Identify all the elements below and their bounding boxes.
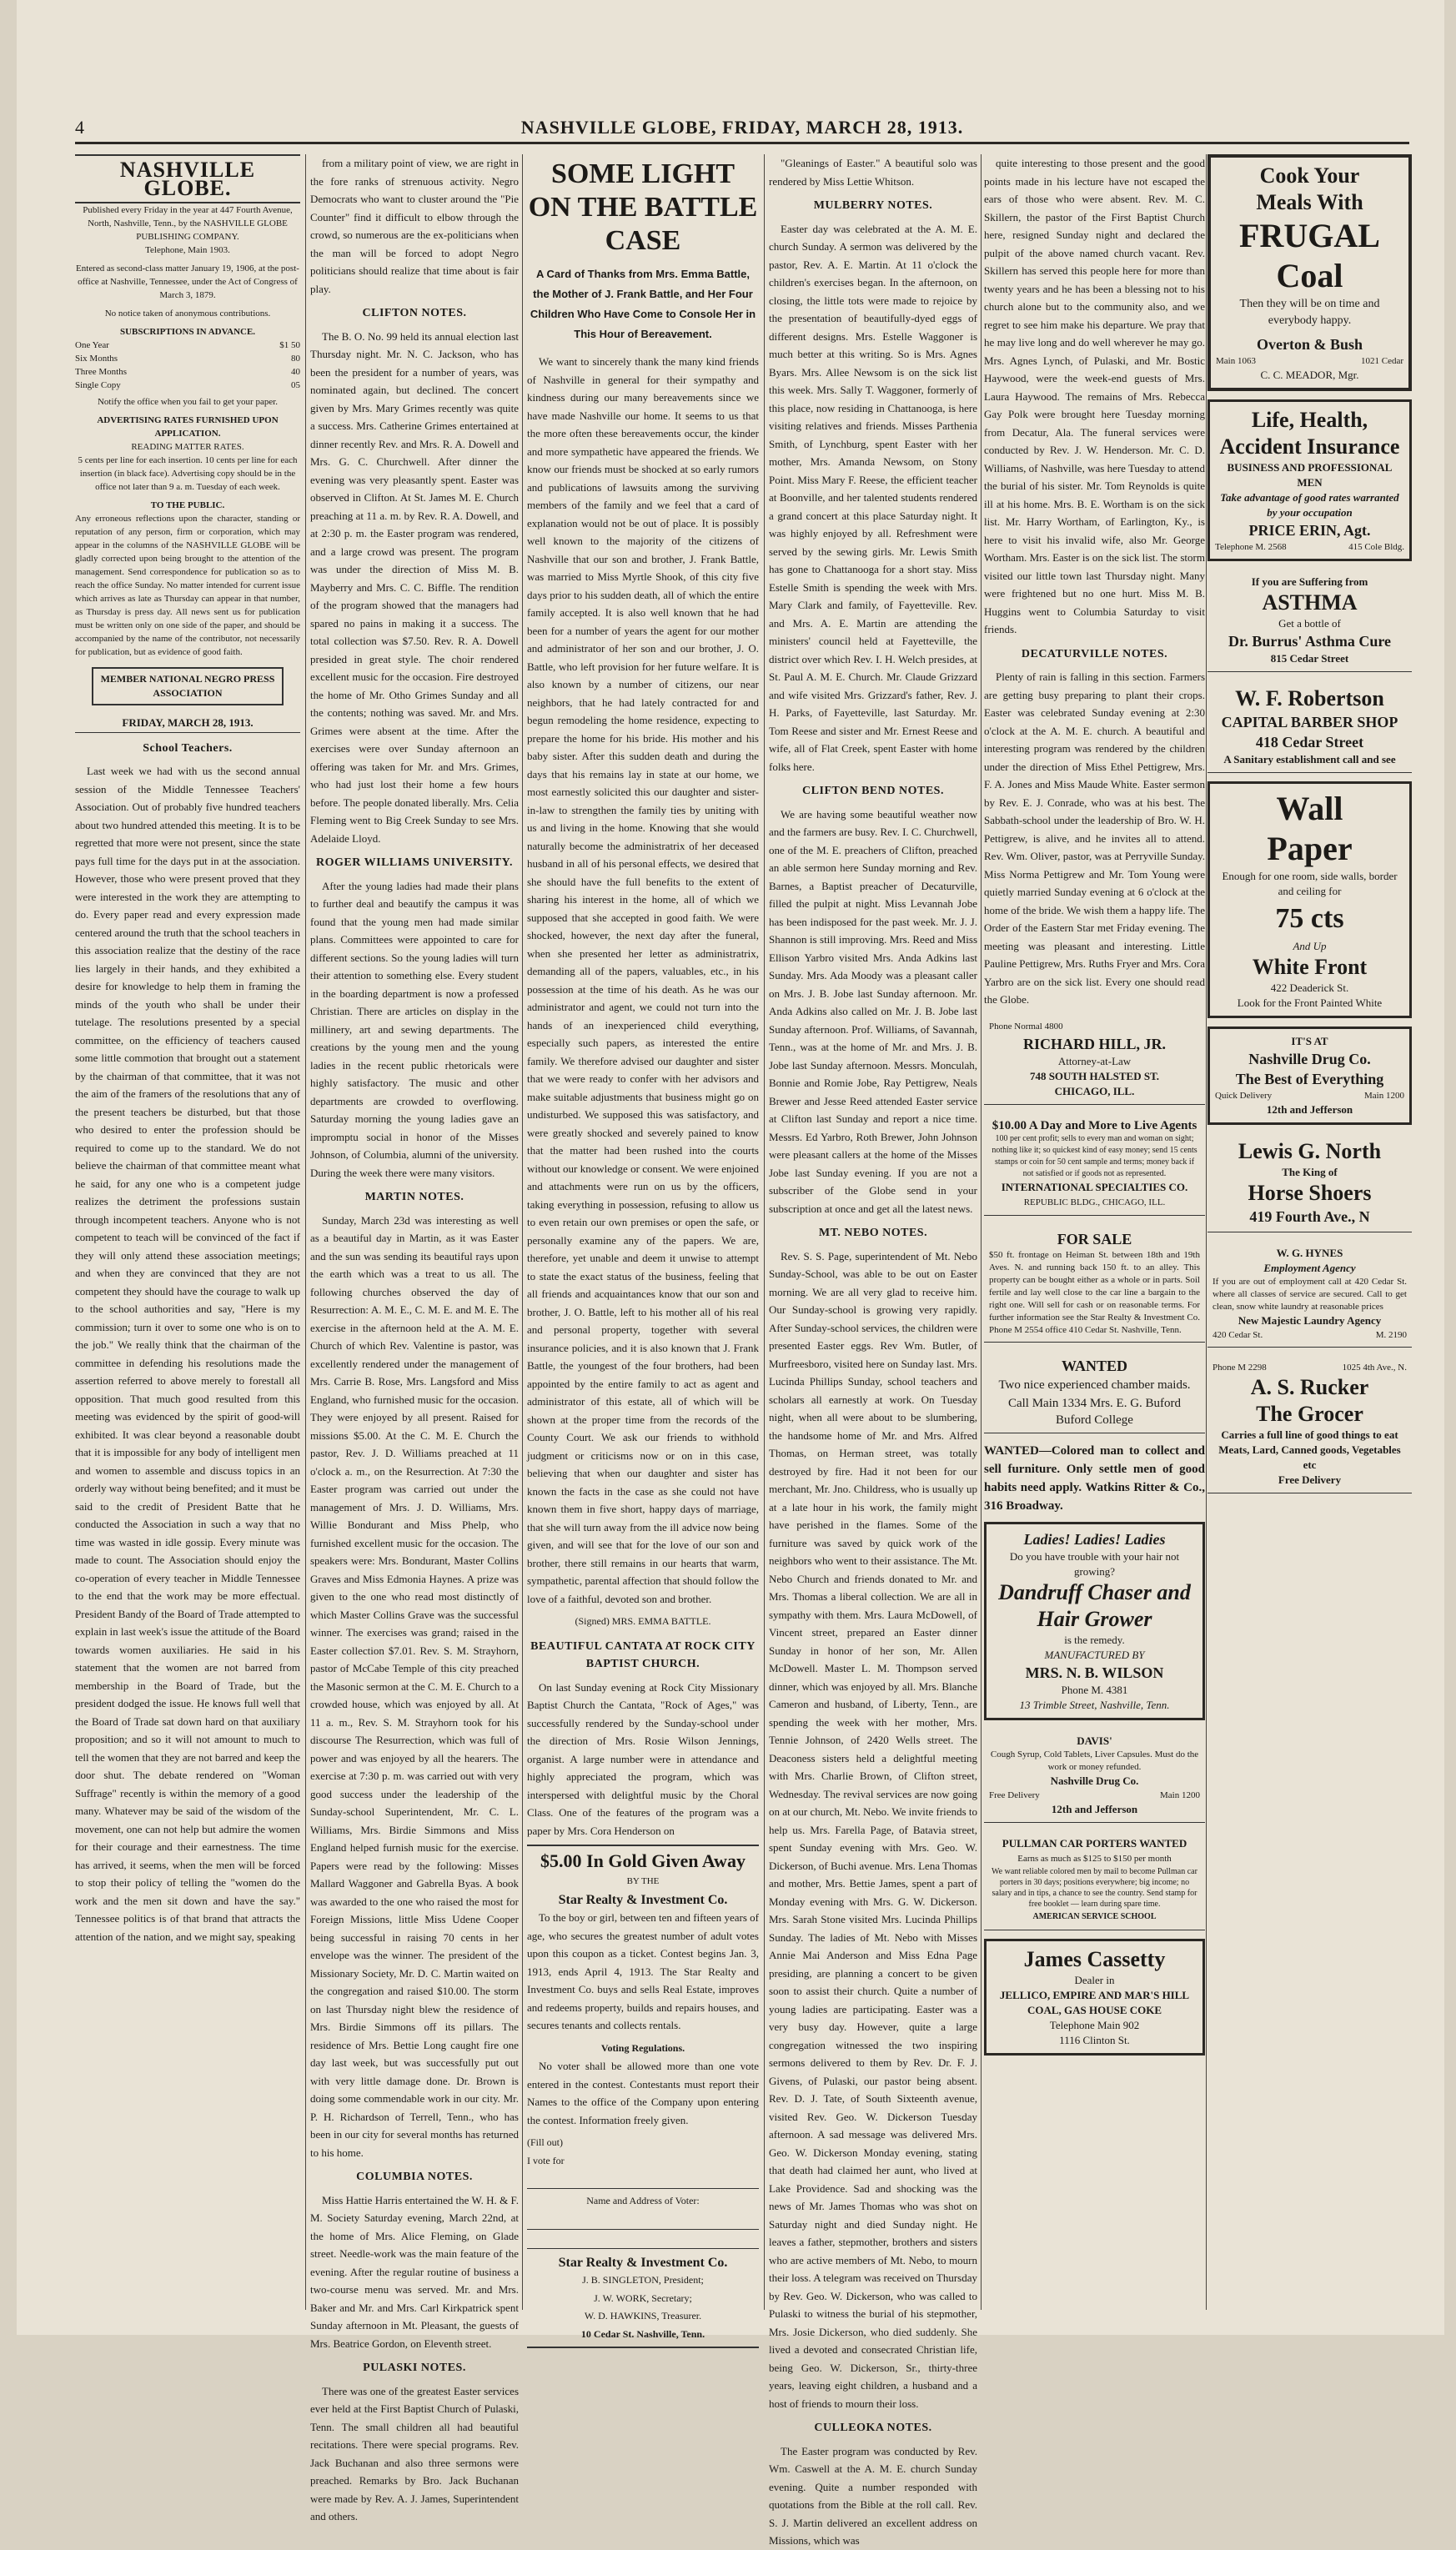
- vote-for-label: I vote for: [527, 2154, 565, 2166]
- cantata-body: On last Sunday evening at Rock City Missionary Baptist Church the Cantata, "Rock of Ages," was successfully rendered by the Sunday-school under the direction of Mrs. Rosie Wilson Jennings, organist. A large number were in attendance and highly appreciated the program, which was interspersed with delightful music by the Choral Class. One of the features of the program was a paper by Mrs. Cora Henderson on: [527, 1680, 759, 1837]
- ad-agent: PRICE ERIN, Agt.: [1248, 522, 1371, 539]
- ad-location: 12th and Jefferson: [1051, 1802, 1138, 1815]
- rate-row: Three Months 40: [75, 367, 300, 377]
- reading-rates-heading: READING MATTER RATES.: [131, 442, 244, 452]
- ad-wall-paper: [1207, 781, 1412, 1018]
- subscription-rates: [75, 339, 300, 392]
- column-1: [75, 154, 300, 2310]
- ad-laundry: New Majestic Laundry Agency: [1238, 1314, 1382, 1327]
- ad-store: White Front: [1252, 955, 1368, 979]
- mulberry-heading: MULBERRY NOTES.: [813, 199, 933, 212]
- ad-davis: [984, 1729, 1205, 1823]
- ad-body: If you are out of employment call at 420 Cedar St. where all classes of service are secured. Call to get clean, snow white laundry at reasonable prices: [1212, 1277, 1407, 1312]
- ad-product: Dr. Burrus' Asthma Cure: [1228, 633, 1392, 650]
- column-rule: [981, 154, 982, 2310]
- ad-delivery: Quick Delivery: [1215, 1091, 1273, 1101]
- column-rule: [305, 154, 306, 2310]
- clifton-bend-notes: We are having some beautiful weather now and the farmers are busy. Rev. I. C. Churchwell, one of the M. E. preachers of Clifton, preached an able sermon here Sunday morning and Rev. Barnes, a Baptist preacher of Decaturville, filled the pulpit at night. Miss Levannah Jobe has been indisposed for the past week. Mr. J. J. Shannon is still improving. Mrs. Reed and Miss Ellison Yarbro visited Mrs. Anda Adkins last Sunday. Mrs. Ada Moody was a pleasant caller on Mrs. J. B. Jobe last Sunday afternoon. Mr. Anda Adkins also called on Mr. J. B. Jobe last Sunday afternoon. Prof. Williams, of Savannah, Tenn., was at the home of Mr. and Mrs. J. B. Jobe last Sunday afternoon. Messrs. Monculah, Bonnie and Romie Jobe, Ray Pettigrew, Neals Brewer and Jesse Reed attended Easter service at Clifton last Sunday and report a nice time. Messrs. Ed Yarbro, Roth Brewer, John Johnson were pleasant callers at the home of the Misses Jobe last Sunday evening. If you are not a subscriber of the Globe send in your subscription at once and get all the latest news.: [769, 807, 977, 1215]
- ad-sub: Earns as much as $125 to $150 per month: [1017, 1853, 1172, 1864]
- ad-phone: Main 1200: [1160, 1790, 1200, 1800]
- ad-name: W. F. Robertson: [1235, 686, 1384, 710]
- ad-store: Nashville Drug Co.: [1248, 1051, 1371, 1067]
- culleoka-heading: CULLEOKA NOTES.: [814, 2422, 932, 2434]
- gold-by: BY THE: [626, 1876, 660, 1886]
- ad-line: Cook Your: [1259, 163, 1360, 188]
- ad-address: 815 Cedar Street: [1270, 652, 1349, 665]
- ad-address: 1025 4th Ave., N.: [1342, 1363, 1407, 1373]
- ad-dandruff-chaser: [984, 1522, 1205, 1720]
- ad-line: If you are Suffering from: [1251, 575, 1368, 588]
- column-6: [1207, 154, 1412, 2310]
- ad-body: 100 per cent profit; sells to every man and woman on sight; nothing like it; so quickest kind of easy money; send 15 cents stamps or coin for 50 cent sample and terms; money back if not satisfied or if goods not as represented.: [992, 1133, 1197, 1178]
- editorial-box: [75, 154, 300, 203]
- ad-firm: Overton & Bush: [1256, 336, 1363, 353]
- editorial-heading: School Teachers.: [143, 741, 233, 755]
- ad-wanted-maids: [984, 1351, 1205, 1433]
- roger-williams-heading: ROGER WILLIAMS UNIVERSITY.: [316, 856, 513, 869]
- ad-name: RICHARD HILL, JR.: [1022, 1035, 1167, 1052]
- ad-headline: FOR SALE: [1057, 1230, 1132, 1247]
- ad-address: 418 Cedar Street: [1255, 734, 1364, 750]
- rate-row: Six Months 80: [75, 354, 300, 364]
- column-4: [769, 154, 977, 2547]
- mt-nebo-heading: MT. NEBO NOTES.: [818, 1227, 928, 1239]
- clifton-notes: The B. O. No. 99 held its annual election last Thursday night. Mr. N. C. Jackson, who has been the president for a number of years, was nominated again, but declined. The concert given by Mrs. Mary Grimes recently was quite a success. Mrs. Catherine Grimes entertained at dinner recently Rev. and Mrs. R. A. Dowell and Mrs. G. C. Churchwell. After dinner the evening was very pleasantly spent. Easter was observed in Clifton. At St. James M. E. Church preaching at 11 a. m. by Rev. R. A. Dowell, and at 2:30 p. m. the Easter program was rendered, and a large crowd was present. The program was under the direction of Miss M. B. Mayberry and Mrs. C. C. Biffle. The rendition of the program showed that the managers had spared no pains in making it a success. The total collection was $7.50. Rev. R. A. Dowell presided in great style. The choir rendered excellent music for the occasion. Fire destroyed the home of Mr. Otho Grimes Sunday and all the contents; nothing was saved. Mr. and Mrs. Grimes were absent at the time. After the exercises were over Sunday afternoon an offering was taken for Mr. and Mrs. Grimes, who had just lost their home a few hours before. The people donated liberally. Mrs. Celia Fleming went to Big Creek Sunday to see Mrs. Adelaide Lloyd.: [310, 329, 519, 845]
- ad-name: W. G. HYNES: [1276, 1247, 1343, 1259]
- ad-tagline: A Sanitary establishment call and see: [1223, 753, 1396, 766]
- ad-wanted-colored-man: WANTED—Colored man to collect and sell furniture. Only settle men of good habits need apply. Watkins Ritter & Co., 316 Broadway.: [984, 1443, 1205, 1513]
- gold-contest-box: [527, 1845, 759, 2348]
- ad-body: Two nice experienced chamber maids. Call Main 1334 Mrs. E. G. Buford: [998, 1378, 1191, 1410]
- ad-phone: Telephone Main 902: [1049, 2018, 1140, 2031]
- newspaper-page: [17, 0, 1444, 2547]
- ad-phone: Telephone M. 2568: [1215, 542, 1287, 552]
- officer: J. B. SINGLETON, President;: [582, 2274, 704, 2286]
- ad-for-sale: [984, 1224, 1205, 1343]
- editorial-continued: from a military point of view, we are right in the fore ranks of strenuous activity. Negro Democrats who want to cluster around the "Pie Counter" find it difficult to elbow through the crowd, so numerous are the ex-politicians when the man will be forced to adopt Negro politicians should realize that time about is fair play.: [310, 157, 519, 295]
- advertising-heading: ADVERTISING RATES FURNISHED UPON APPLICATION.: [97, 415, 279, 439]
- ad-products: Meats, Lard, Canned goods, Vegetables etc: [1218, 1443, 1401, 1471]
- ad-address: REPUBLIC BLDG., CHICAGO, ILL.: [1023, 1197, 1166, 1207]
- clifton-notes-heading: CLIFTON NOTES.: [362, 307, 467, 319]
- ad-line: Meals With: [1256, 190, 1363, 214]
- paper-name: NASHVILLE GLOBE.: [119, 158, 256, 200]
- ad-product: Dandruff Chaser and Hair Grower: [998, 1579, 1191, 1631]
- fill-out-label: (Fill out): [527, 2136, 564, 2148]
- anonymous-notice: No notice taken of anonymous contributions.: [104, 309, 271, 319]
- cantata-heading: BEAUTIFUL CANTATA AT ROCK CITY BAPTIST CHURCH.: [530, 1639, 756, 1670]
- battle-case-deck: A Card of Thanks from Mrs. Emma Battle, the Mother of J. Frank Battle, and Her Four Children Who Have Come to Console Her in This Hour of Bereavement.: [530, 268, 756, 340]
- telephone: Telephone, Main 1903.: [145, 245, 230, 255]
- ad-manufacturer-label: MANUFACTURED BY: [1044, 1648, 1145, 1661]
- gold-contest-text: To the boy or girl, between ten and fifteen years of age, who secures the greatest number of adult votes upon this coupon as a ticket. Contest begins Jan. 3, 1913, ends April 4, 1913. The Star Realty and Investment Co. buys and sells Real Estate, improves and redeems property, builds and repairs houses, and secures tenants and collects rentals.: [527, 1911, 759, 2031]
- officer: W. D. HAWKINS, Treasurer.: [584, 2310, 702, 2322]
- voting-heading: Voting Regulations.: [600, 2041, 685, 2054]
- culleoka-notes: The Easter program was conducted by Rev. Wm. Caswell at the A. M. E. church Sunday evening. Quite a number responded with quotations from the Bible at the roll call. Rev. S. J. Martin delivered an excellent address on Missions, which was: [769, 2444, 977, 2547]
- ad-lewis-north: [1207, 1133, 1412, 1232]
- ad-name: Lewis G. North: [1238, 1139, 1382, 1163]
- ad-address: 13 Trimble Street, Nashville, Tenn.: [1019, 1698, 1170, 1711]
- ad-store: Nashville Drug Co.: [1050, 1774, 1139, 1787]
- ad-tagline: The Best of Everything: [1235, 1071, 1384, 1087]
- ad-price: 75 cts: [1275, 903, 1344, 934]
- ad-address: 419 Fourth Ave., N: [1249, 1208, 1370, 1225]
- voting-regulations: No voter shall be allowed more than one vote entered in the contest. Contestants must report their Names to the office of the Company upon entering the contest. Information freely given.: [527, 2060, 759, 2126]
- ad-body: Take advantage of good rates warranted by your occupation: [1220, 491, 1399, 519]
- clifton-bend-heading: CLIFTON BEND NOTES.: [802, 785, 944, 797]
- battle-case-body: We want to sincerely thank the many kind friends of Nashville in general for their sympathy and kindness during our many bereavements since we have made Nashville our home. It seems to us that the more often these bereavements occur, the kinder and more sympathetic have appeared the friends. We know our friends must be shocked at so early rumors and publications of lawsuits among the surviving members of the family and we feel that a card of explanation would not be out of place. It is possibly well known to the majority of the citizens of Nashville that our son and brother, J. Frank Battle, was married to Miss Myrtle Shook, of this city five days prior to his sudden death, all of which the entire family accepted. It is also well known that he had been for a number of years the agent for our mother and administrator of her son and our brother, J. O. Battle, who left provision for her future welfare. It is also known by a number of citizens, our near neighbors, that he had lately contracted for and begun remodeling the home residence, expecting to prepare the home for his bride. His mother and his baby sister. After this sudden death and during the days that his remains lay in state at our home, we most earnestly solicited this our daughter and sister-in-law to strengthen the family ties by uniting with us and living in the home. Knowing that she would naturally become the administratrix of her deceased husband in all of his personal effects, we desired that she should have the full benefits to the extent of sharing his interest in the home, all of which we supposed that she accepted in good faith. We were shocked, however, the next day after the funeral, when she presented her letter as administratrix, demanding all of the papers, valuables, etc., in his possession at the time of his death. As he was our administrator and agent, we could not turn into the hands of an inexperienced child everything, especially such papers, as interested the entire family. We therefore advised our daughter and sister that we were ready to confer with her advisors and make suitable adjustments that business might go on undisturbed. We supposed this was satisfactory, and were greatly shocked and severely pained to know that the matter had been rushed into the courts without our knowledge or consent. We were enjoined and attachments were run on us by the officers, taking everything in possession, refusing to allow us to even retain our own premises or open the safe, or personally examine any of the papers. We are, therefore, yet unable and deem it unwise to attempt to state the exact status of the business, feeling that all friends and acquaintances know that our son and brother, J. O. Battle, left to his mother all of his real and personal property, together with several insurance policies, and it is also known that J. Frank Battle, the youngest of the four brothers, had been appointed by the entire family to act as agent and administrator of this estate, all of which will be shown at the proper time from the records of the County Court. We ask our friends to withhold judgment or criticisms now or on in this case, believing that when our daughter and sister has known the facts in the case as she could not have known them in five short, happy days of marriage, that she will turn away from the ill advice now being given, and will see that for the love of our son and brother, there still remains in our hearts that warm, sympathetic, parental affection that should follow the love of a faithful, devoted son and brother.: [527, 355, 759, 1605]
- ad-address: 420 Cedar St.: [1212, 1330, 1263, 1340]
- mt-nebo-notes: Rev. S. S. Page, superintendent of Mt. Nebo Sunday-School, was able to be out on Easter morning. We are all very glad to receive him. Our Sunday-school is growing very rapidly. After Sunday-school services, the children were presented Easter eggs. Rev Wm. Butler, of Murfreesboro, visited here on Sunday last. Mrs. Lucinda Phillips Sunday, school teachers and scholars all earnestly at work. On Tuesday night, when all were about to be slumbering, the handsome home of Mr. and Mrs. Alfred Thomas, on Herman street, was totally destroyed by fire. Had it not been for our merchant, Mr. Jno. Childress, who is usually up at a late hour in his work, the family might have perished in the flames. Some of the furniture was saved by quick work of the neighbors who went to their assistance. The Mt. Nebo Church and friends donated to Mr. and Mrs. Thomas a liberal collection. We are all in sympathy with them. Mrs. Laura McDowell, of Vincent street, prepared an Easter dinner Sunday in honor of her son, Mr. Allen McDowell. Master L. M. Thompson served dinner, which was enjoyed by all. Mrs. Blanche Cameron and husband, of Liberty, Tenn., are spending the week with her mother, Mrs. Tennie Johnson, of 2420 Wells street. The Deaconess sisters held a delightful meeting with Mrs. Charlie Brown, of Clifton street, Wednesday. The revival services are now going on at our church, Mt. Nebo. We invite friends to help us. Mrs. Farella Page, of Batavia street, spent Sunday evening with Mrs. Geo. W. Dickerson, of Buchi avenue. Mrs. Lena Thomas and mother, Mrs. Bettie James, spent a part of Monday evening with Mrs. G. W. Dickerson. Mrs. Sarah Stone visited Mrs. Lucinda Phillips Sunday. The ladies of Mt. Nebo with Misses Annie Mai Anderson and Miss Edna Page presiding, are planning a concert to be given soon to assist their church. Quite a number of young ladies are participating. Easter was a very busy day. However, quite a large congregation witnessed the two inspiring sermons delivered to them by Rev. Dr. F. J. Givens, of Pulaski, our pastor being absent. Rev. D. J. Tate, of South Sixteenth avenue, visited Rev. Geo. W. Dickerson Tuesday afternoon. A sad message was delivered Mrs. Geo. W. Dickerson Monday evening, stating that death had claimed her aunt, who lived at Lake Providence. Sad and shocking was the news of Mr. James Thomas who was shot on Saturday night and died Sunday night. He leaves a father, stepmother, brothers and sisters who are active members of Mt. Nebo, to mourn their loss. A telegram was received on Thursday by Rev. Geo. W. Dickerson, who was called to Pulaski to witness the burial of his stepmother, Mrs. Josie Dickerson, who died suddenly. She lived a devoted and consecrated Christian life, being Geo. W. Dickerson, Sr., thirty-three years, leaving eight children, a husband and a host of friends to mourn their loss.: [769, 1249, 977, 2410]
- ad-name: A. S. Rucker: [1250, 1375, 1369, 1399]
- gold-headline: $5.00 In Gold Given Away: [540, 1850, 746, 1871]
- martin-notes-heading: MARTIN NOTES.: [364, 1191, 464, 1203]
- ad-body: Carries a full line of good things to eat: [1221, 1428, 1398, 1441]
- decaturville-heading: DECATURVILLE NOTES.: [1021, 647, 1168, 660]
- ad-title: Attorney-at-Law: [1057, 1054, 1132, 1067]
- ad-headline: Ladies! Ladies! Ladies: [1023, 1530, 1166, 1548]
- ad-headline: Paper: [1267, 830, 1353, 867]
- ad-tagline: Then they will be on time and everybody happy.: [1239, 298, 1380, 327]
- ad-dealer: Dealer in: [1074, 1973, 1115, 1986]
- ad-tagline: Look for the Front Painted White: [1237, 996, 1383, 1009]
- ad-brand: Coal: [1276, 257, 1343, 294]
- ad-sub: BUSINESS AND PROFESSIONAL MEN: [1227, 461, 1393, 489]
- pulaski-notes-heading: PULASKI NOTES.: [363, 2362, 466, 2374]
- voter-address-line[interactable]: [527, 2214, 759, 2230]
- ad-sub: Do you have trouble with your hair not growing?: [1009, 1549, 1180, 1578]
- column-rule: [764, 154, 765, 2310]
- ad-life-insurance: [1207, 399, 1412, 561]
- column-rule: [1206, 154, 1207, 2310]
- voter-address-line[interactable]: [527, 2233, 759, 2249]
- ad-company: INTERNATIONAL SPECIALTIES CO.: [1001, 1180, 1188, 1193]
- ad-brand: FRUGAL: [1239, 217, 1380, 254]
- ad-delivery: Free Delivery: [1278, 1473, 1342, 1486]
- ad-city: CHICAGO, ILL.: [1054, 1084, 1135, 1097]
- roger-williams-notes: After the young ladies had made their plans to further deal and beautify the campus it was found that the young men had made similar plans. Committees were appointed to care for different sections. So the young ladies will turn their attention to something else. Every student in the boarding department is now a professed Christian. There are articles on display in the millinery, art and sewing departments. The creations by the young men and the young ladies in the recent public rhetoricals were highly satisfactory. The music and other departments are crowded to overflowing. Saturday morning the young ladies gave an impromptu social in honor of the Misses Johnson, of Columbia, alumni of the university. During the week there were many visitors.: [310, 879, 519, 1179]
- ad-business: CAPITAL BARBER SHOP: [1221, 714, 1398, 730]
- ad-delivery: Free Delivery: [989, 1790, 1040, 1800]
- columbia-notes: Miss Hattie Harris entertained the W. H. & F. M. Society Saturday evening, March 22nd, at the home of Mrs. Alice Fleming, on Glade street. Needle-work was the main feature of the evening. After the regular routine of business a two-course menu was served. Mr. and Mrs. Baker and Mr. and Mrs. Carl Kirkpatrick spent Sunday afternoon in Mt. Pleasant, the guests of Mrs. Beatrice Gordon, on Eleventh street.: [310, 2193, 519, 2350]
- mulberry-notes: Easter day was celebrated at the A. M. E. church Sunday. A sermon was delivered by the pastor, Rev. A. E. Martin. At 11 o'clock the children's exercises began. In the afternoon, on closing, the little tots were made to rejoice by the presentation of beautifully-dyed eggs of different designs. Mrs. Estelle Waggoner is much better at this writing. So is Mrs. Agnes Byars. Mrs. Allee Newsom is on the sick list this week. Mrs. Sally T. Waggoner, formerly of this place, now residing in Chattanooga, is here visiting relatives and friends. Misses Parthenia Smith, of Lynchburg, spent Easter with her mother, Mrs. Amanda Newsom, on Stony Point. Miss Mary F. Reese, the efficient teacher at Boonville, and her talented students rendered a grand concert at this place Saturday night. It was highly enjoyed by all. Refreshment were served by the sewing girls. Mr. Lewis Smith has gone to Chattanooga for a short stay. Miss Estelle Smith is spending the week with Mrs. Mary Clark and family, of Fayetteville. Rev. and Mrs. A. E. Martin are attending the ministers' council held at Fayetteville, the district over which Rev. I. H. Welch presides, at St. Paul A. M. E. Church. Mr. Claude Grizzard and wife visited Mrs. Grizzard's father, Rev. J. H. Parks, of Fayetteville, last Saturday. Mr. Tom Reese and sister and Mr. Ernest Reese and wife, all of Flat Creek, spent Easter with home folks here.: [769, 222, 977, 773]
- ad-college: Buford College: [1056, 1413, 1133, 1427]
- ad-nashville-drug: [1207, 1027, 1412, 1125]
- masthead-title: NASHVILLE GLOBE, FRIDAY, MARCH 28, 1913.: [520, 117, 964, 138]
- column-3: [527, 154, 759, 2340]
- voter-address-label: Name and Address of Voter:: [586, 2195, 700, 2206]
- ad-phone: Main 1063: [1216, 356, 1256, 366]
- ad-headline: WANTED: [1061, 1357, 1127, 1374]
- ad-business: Employment Agency: [1263, 1262, 1356, 1274]
- public-notice: Any erroneous reflections upon the character, standing or reputation of any person, firm or corporation, which may appear in the columns of the NASHVILLE GLOBE will be gladly corrected upon being brought to the attention of the management. Send correspondence for publication so as to reach the office Sunday. No matter intended for current issue which arrives as late as Thursday can appear in that number, as Thursday is press day. All news sent us for publication must be written only on one side of the paper, and should be accompanied by the name of the contributor, not necessarily for publication, but as evidence of good faith.: [75, 514, 300, 657]
- ad-location: 12th and Jefferson: [1266, 1103, 1353, 1116]
- ad-line: Get a bottle of: [1278, 617, 1341, 630]
- ad-asthma-cure: [1207, 570, 1412, 672]
- ad-phone: Phone M. 4381: [1061, 1683, 1128, 1696]
- page-number: 4: [75, 117, 84, 138]
- ad-headline: ASTHMA: [1262, 590, 1358, 615]
- ad-manufacturer: MRS. N. B. WILSON: [1025, 1664, 1164, 1681]
- martin-notes: Sunday, March 23d was interesting as well as a beautiful day in Martin, as it was Easter and the sun was sending its beautiful rays upon the earth which was a treat to us all. The following churches observed the day of Resurrection: A. M. E., C. M. E. and M. E. The exercise in the afternoon held at the A. M. E. Church of which Rev. Valentine is pastor, was excellently rendered under the management of Mrs. Carrie B. Rose, Mrs. Langsford and Miss England, who furnished music for the occasion. They were enjoyed by all present. Raised for missions $5.00. At the C. M. E. Church the pastor, Rev. J. D. Williams preached at 11 o'clock a. m., on the Resurrection. At 7:30 the Easter program was carried out under the management of Mrs. J. D. Williams, Mrs. Willie Bondurant and Miss Phelp, who furnished excellent music for the occasion. The speakers were: Mrs. Bondurant, Master Collins Graves and Miss Edmonia Haynes. A prize was given to the one who read most distinctly of which Master Collins Grave was the successful winner. The exercises was grand; raised in the Easter collection $7.01. Rev. S. M. Strayhorn, pastor of McCabe Temple of this city preached the Masonic sermon at the C. M. E. Church to a crowded house, which was enjoyed by all. At 11 a. m., Rev. S. M. Strayhorn took for his discourse The Resurrection, which was full of power and was enjoyed by all the hearers. The exercise at 7:30 p. m. was carried out with very good success under the leadership of the Sunday-school Superintendent, Mr. C. L. Williams, Mrs. Birdie Simmons and Miss England helped furnish music for the exercise. Papers were read by the following: Misses Mallard Waggoner and Gabrella Byas. A book was awarded to the one who raised the most for Foreign Missions, little Miss Udene Cooper being successful in raising 70 cents in her envelope was the winner. The president of the Missionary Society, Mr. D. C. Martin waited on the congregation and raised $10.00. The storm on last Thursday night blew the residence of Mrs. Birdie Simmons off its pillars. The residence of Mrs. Bettie Long caught fire one day last week, but was successfully put out with very little damage done. Dr. Brown is doing some commendable work in our city. Mr. P. H. Richardson of Terrell, Tenn., who has been in our city for several months has returned to his home.: [310, 1213, 519, 2159]
- decaturville-notes: Plenty of rain is falling in this section. Farmers are getting busy preparing to plant their crops. Easter was celebrated Sunday evening at 2:30 o'clock at the A. M. E. church. A beautiful and interesting program was rendered by the children under the direction of Miss Ethel Pettigrew, Mrs. F. A. Jones and Miss Maude White. Easter sermon by Rev. E. J. Conrade, who was at his best. The Sabbath-school under the leadership of Bro. W. H. Pettigrew, is alive, and he invites all to attend. Rev. Wm. Oliver, pastor, was at Perryville Sunday. Miss Norma Pettigrew and Mr. Tom Young were quietly married Sunday evening at 6 o'clock at the home of the bride. We wish them a happy life. The Order of the Eastern Star met Friday evening. The meeting was pleasant and interesting. Little Pauline Pettigrew, Mrs. Ruths Fryer and Mrs. Cora Yarbro are on the sick list. Every one should read the Globe.: [984, 670, 1205, 1006]
- issue-date: FRIDAY, MARCH 28, 1913.: [75, 714, 300, 733]
- notify-notice: Notify the office when you fail to get your paper.: [97, 397, 279, 407]
- ad-line: The King of: [1282, 1166, 1338, 1178]
- ad-frugal-coal: [1207, 154, 1412, 391]
- pulaski-notes: There was one of the greatest Easter services ever held at the First Baptist Church of Pulaski, Tenn. The small children all had beautiful recitations. There were special programs. Rev. Jack Buchanan and also three sermons were preached. Remarks by Bro. Jack Buchanan were made by Rev. A. J. James, Superintendent and others.: [310, 2384, 519, 2522]
- ad-employment-agency: [1207, 1241, 1412, 1348]
- ad-address: 422 Deaderick St.: [1270, 981, 1349, 994]
- ad-live-agents: [984, 1113, 1205, 1216]
- ad-headline: DAVIS': [1077, 1734, 1112, 1747]
- ad-barber-shop: [1207, 680, 1412, 773]
- reading-rates: 5 cents per line for each insertion. 10 cents per line for each insertion (in black face). Advertising copy should be in the office not later than 9 a. m. Tuesday of each week.: [78, 455, 298, 492]
- ad-james-cassetty: [984, 1939, 1205, 2056]
- ad-headline: $10.00 A Day and More to Live Agents: [992, 1118, 1197, 1132]
- star-company-name: Star Realty & Investment Co.: [558, 2255, 728, 2270]
- ad-address: 415 Cole Bldg.: [1348, 542, 1404, 552]
- ad-price-note: And Up: [1293, 940, 1327, 952]
- culleoka-continued: quite interesting to those present and the good points made in his lecture have not escaped the ears of those who were absent. Rev. M. C. Skillern, the pastor of the First Baptist Church here, resigned Sunday night and declared the pulpit of the above named church vacant. Rev. Skillern has served this people here for more than twenty years and he has been a blessing not to his church alone but to the community also, and we regret to see him make his departure. We pray that he may live long and do well wherever he may go. Mrs. Agnes Lynch, of Pulaski, and Mr. Bostic Haywood, were the week-end guests of Mrs. Laura Haywood. The remains of Mrs. Rebecca Gay Polk were brought here Tuesday morning from Decatur, Ala. The funeral services were conducted by Rev. J. W. Henderson. Mr. C. D. Williams, of Nashville, was here Tuesday to attend the burial of his sister. Mr. Tom Reynolds is quite ill at his home. Mrs. B. E. Wortham is on the sick list. Mr. Harry Wortham, of Earlington, Ky., is here to visit his invalid wife, also Mr. George Wortham. Mrs. Easter is on the sick list. The storm visited our little town last Thursday night. Many were frightened but no one hurt. Miss M. B. Huggins went to Columbia Saturday to visit friends.: [984, 157, 1205, 635]
- masthead: [75, 117, 1409, 144]
- ad-pullman-porters: [984, 1831, 1205, 1930]
- ad-name: James Cassetty: [1023, 1946, 1166, 1971]
- gold-company: Star Realty & Investment Co.: [558, 1892, 728, 1907]
- rate-row: Single Copy 05: [75, 380, 300, 390]
- subscription-heading: SUBSCRIPTIONS IN ADVANCE.: [119, 327, 256, 337]
- ad-line: IT'S AT: [1291, 1035, 1328, 1047]
- ad-headline: Wall: [1276, 790, 1343, 827]
- ad-body: Cough Syrup, Cold Tablets, Liver Capsules. Must do the work or money refunded.: [990, 1749, 1199, 1772]
- public-heading: TO THE PUBLIC.: [150, 500, 225, 510]
- ad-address: 748 SOUTH HALSTED ST.: [1029, 1069, 1160, 1082]
- signature-line: (Signed) MRS. EMMA BATTLE.: [575, 1615, 711, 1627]
- ad-headline: PULLMAN CAR PORTERS WANTED: [1002, 1836, 1187, 1850]
- ad-remedy: is the remedy.: [1064, 1633, 1125, 1646]
- rate-row: One Year $1 50: [75, 340, 300, 350]
- ad-phone: Main 1200: [1364, 1091, 1404, 1101]
- column-2: [310, 154, 519, 2522]
- ad-address: 1116 Clinton St.: [1059, 2033, 1130, 2046]
- vote-for-line[interactable]: [527, 2173, 759, 2189]
- ad-phone: Phone Normal 4800: [989, 1021, 1063, 1032]
- column-5: [984, 154, 1205, 2310]
- ad-rucker-grocer: [1207, 1356, 1412, 1493]
- ad-products: JELLICO, EMPIRE AND MAR'S HILL COAL, GAS HOUSE COKE: [999, 1988, 1190, 2016]
- ad-phone: M. 2190: [1375, 1330, 1407, 1340]
- ad-body: $50 ft. frontage on Heiman St. between 18th and 19th Aves. N. and running back 150 ft. to an alley. This property can be bought either as a whole or in parts. Soil fertile and lay well close to the car line a bargain to the right one. Will sell for cash or on reasonable terms. For further information see the Star Realty & Investment Co. Phone M 2554 office 410 Cedar St. Nashville, Tenn.: [989, 1249, 1200, 1335]
- ad-body: Enough for one room, side walls, border and ceiling for: [1222, 870, 1398, 897]
- editorial-body: Last week we had with us the second annual session of the Middle Tennessee Teachers' Association. Out of probably five hundred teachers about two hundred attended this meeting. It is to be regretted that more were not present, since the state pays full time for the days put in at the association. However, those who were present proved that they were interested in the work they are attempting to do. Every paper read and every expression made centered around the truth that the school teachers in this association realize that the destiny of the race lies largely in their hands, and they exhibited a desire for knowledge to help them in framing the minds of the youth who shall be under their tutelage. The resolutions presented by a special committee, on the efficiency of teachers caused some little commotion that brought out a statement by the chairman of that committee, that it was not the aim of the framers of the resolutions that any of the present teachers be disturbed, but that those who desired to enter the profession should be required to come up to the standard. We do not believe the chairman of that committee meant what he said, for any one who is a competent judge realizes the detriment the professions sustain through incompetent teachers. Anyone who is not competent to teach will be convinced of the fact if they will only attend these association meetings; and when they are convinced that they are not competent they should have the courage to walk up to the school authorities and say, "Here is my commission; turn it over to some one who is on to the job." We really think that the chairman of the committee in defending his resolutions made the assertion referred to above merely to forestall all opposition. That much good resulted from this meeting was evidenced by the spirit of good-will exhibited. It was clear beyond a reasonable doubt that it is impossible for any body of intelligent men and women to assemble and discuss topics in an orderly way without being benefited; and it must be said to the credit of President Batte that he conducted the Association in such a way that no time was wasted in idle gossip. Every minute was made to count. The Association should enjoy the co-operation of every teacher in Middle Tennessee to the end that the work may be more effectual. President Bandy of the Board of Trade attempted to explain in last week's issue the attitude of the Board towards women auxiliaries. He said in his statement that the women are not barred from membership in the Board of Trade, but the president dodged the issue. He knows full well that the Board of Trade sat down hard on that auxiliary proposition; and so it will not amount to much to tell the women that they are not barred and keep the door shut. The debate rendered on "Woman Suffrage" recently is within the memory of a good many. Whatever may be said of the wisdom of the movement, one can not help but admire the women for their courage and their earnestness. The time has arrived, it seems, when the men will be forced to stop their policy of telling the "women do the work and the men sit down and have the say." Tennessee politics is of that brand that attracts the attention of the nation, and we might say, speaking: [75, 765, 301, 1943]
- ad-business: The Grocer: [1256, 1402, 1363, 1426]
- ad-richard-hill: [984, 1014, 1205, 1105]
- ad-headline: Life, Health, Accident Insurance: [1219, 408, 1400, 459]
- ad-address: 1021 Cedar: [1360, 356, 1403, 366]
- ad-phone: Phone M 2298: [1212, 1363, 1267, 1373]
- entry-notice: Entered as second-class matter January 19, 1906, at the post-office at Nashville, Tennessee, under the Act of Congress of March 3, 1879.: [76, 264, 299, 300]
- column-rule: [522, 154, 523, 2310]
- company-address: 10 Cedar St. Nashville, Tenn.: [580, 2327, 705, 2340]
- publisher-line: Published every Friday in the year at 447 Fourth Avenue, North, Nashville, Tenn., by the NASHVILLE GLOBE PUBLISHING COMPANY.: [83, 205, 293, 242]
- officer: J. W. WORK, Secretary;: [594, 2291, 692, 2304]
- ad-company: AMERICAN SERVICE SCHOOL: [1032, 1911, 1157, 1921]
- ad-body: We want reliable colored men by mail to become Pullman car porters in 30 days; positions everywhere; big income; no salary and in tips, a chance to see the country. Send stamp for free booklet — learn during spare time.: [992, 1866, 1197, 1909]
- press-association-badge: MEMBER NATIONAL NEGRO PRESS ASSOCIATION: [92, 667, 284, 705]
- cantata-continued: "Gleanings of Easter." A beautiful solo was rendered by Miss Lettie Whitson.: [769, 157, 977, 188]
- ad-manager: C. C. MEADOR, Mgr.: [1260, 369, 1359, 381]
- battle-case-headline: SOME LIGHT ON THE BATTLE CASE: [528, 158, 758, 256]
- ad-business: Horse Shoers: [1248, 1181, 1372, 1205]
- columbia-notes-heading: COLUMBIA NOTES.: [356, 2171, 473, 2183]
